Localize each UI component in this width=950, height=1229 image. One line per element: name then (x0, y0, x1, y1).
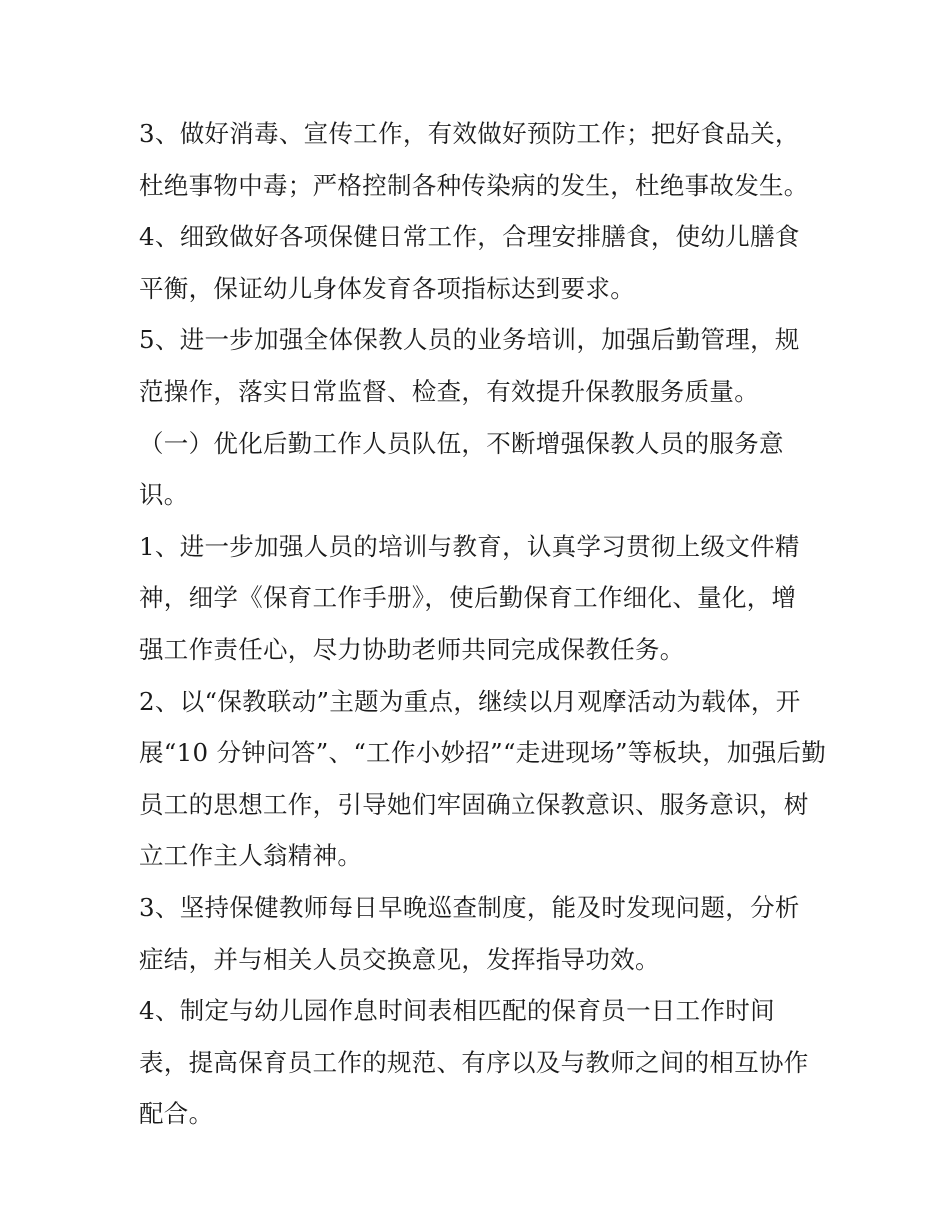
document-body (139, 108, 827, 1140)
text-line: 3、做好消毒、宣传工作，有效做好预防工作；把好食品关， (139, 119, 800, 148)
text-line: 症结，并与相关人员交换意见，发挥指导功效。 (139, 944, 660, 974)
text-line: 2、以“保教联动”主题为重点，继续以月观摩活动为载体，开 (139, 686, 801, 716)
text-line: 1、进一步加强人员的培训与教育，认真学习贯彻上级文件精 (139, 531, 800, 561)
text-line: 5、进一步加强全体保教人员的业务培训，加强后勤管理，规 (139, 325, 800, 355)
text-line: 立工作主人翁精神。 (139, 841, 363, 871)
text-line: 神，细学《保育工作手册》，使后勤保育工作细化、量化，增 (139, 583, 797, 613)
text-line: 范操作，落实日常监督、检查，有效提升保教服务质量。 (139, 376, 759, 406)
text-line: 表，提高保育员工作的规范、有序以及与教师之间的相互协作 (139, 1047, 809, 1077)
text-line: 4、细致做好各项保健日常工作，合理安排膳食，使幼儿膳食 (139, 222, 800, 252)
text-line: 强工作责任心，尽力协助老师共同完成保教任务。 (139, 634, 685, 664)
text-line: 配合。 (139, 1099, 214, 1129)
text-line: 4、制定与幼儿园作息时间表相匹配的保育员一日工作时间 (139, 996, 775, 1026)
text-line: 员工的思想工作，引导她们牢固确立保教意识、服务意识，树 (139, 789, 809, 819)
text-line: 3、坚持保健教师每日早晚巡查制度，能及时发现问题，分析 (139, 892, 800, 922)
text-line: 杜绝事物中毒；严格控制各种传染病的发生，杜绝事故发生。 (139, 170, 809, 200)
section-heading: （一）优化后勤工作人员队伍，不断增强保教人员的服务意 (139, 428, 784, 458)
text-line: 展“10 分钟问答”、“工作小妙招”“走进现场”等板块，加强后勤 (139, 738, 827, 768)
section-heading: 识。 (139, 480, 189, 510)
text-line: 平衡，保证幼儿身体发育各项指标达到要求。 (139, 273, 635, 303)
